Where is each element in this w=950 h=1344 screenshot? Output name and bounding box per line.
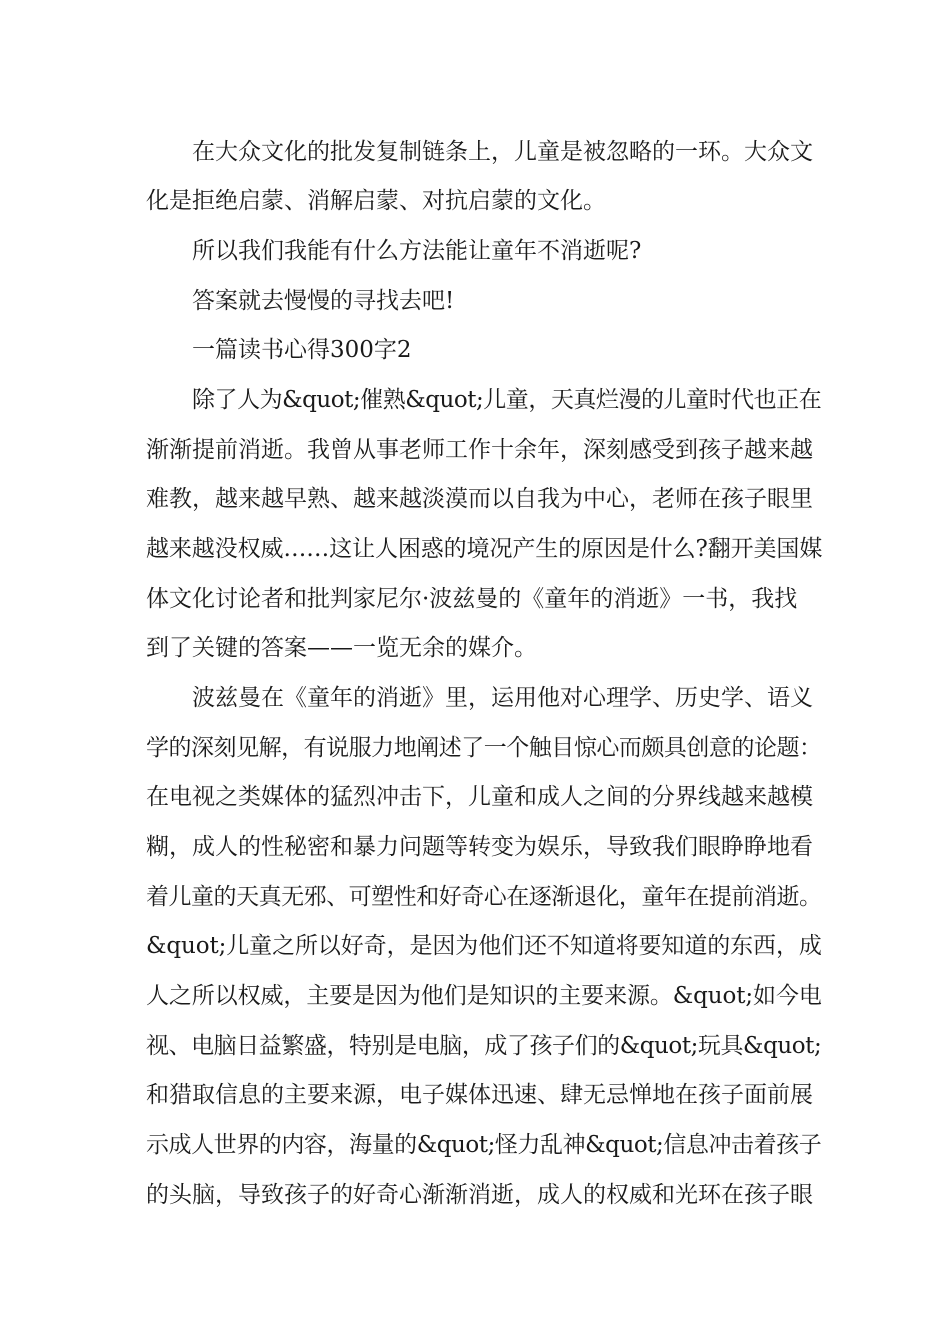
text-line: 的头脑，导致孩子的好奇心渐渐消逝，成人的权威和光环在孩子眼: [146, 1182, 813, 1208]
text-line: 渐渐提前消逝。我曾从事老师工作十余年，深刻感受到孩子越来越: [146, 437, 813, 463]
text-line: 学的深刻见解，有说服力地阐述了一个触目惊心而颇具创意的论题：: [146, 735, 822, 761]
text-line: 所以我们我能有什么方法能让童年不消逝呢?: [192, 238, 642, 264]
text-line: 化是拒绝启蒙、消解启蒙、对抗启蒙的文化。: [146, 188, 606, 214]
text-line: 难教，越来越早熟、越来越淡漠而以自我为中心，老师在孩子眼里: [146, 486, 813, 512]
text-line: 答案就去慢慢的寻找去吧!: [192, 288, 455, 314]
text-line: 糊，成人的性秘密和暴力问题等转变为娱乐，导致我们眼睁睁地看: [146, 834, 813, 860]
text-line: 着儿童的天真无邪、可塑性和好奇心在逐渐退化，童年在提前消逝。: [146, 884, 822, 910]
text-line: 在大众文化的批发复制链条上，儿童是被忽略的一环。大众文: [192, 139, 813, 165]
text-line: 到了关键的答案——一览无余的媒介。: [146, 635, 537, 661]
text-line: 除了人为&quot;催熟&quot;儿童，天真烂漫的儿童时代也正在: [192, 387, 822, 413]
text-line: 示成人世界的内容，海量的&quot;怪力乱神&quot;信息冲击着孩子: [146, 1132, 822, 1158]
text-line: 越来越没权威……这让人困惑的境况产生的原因是什么?翻开美国媒: [146, 536, 823, 562]
section-heading: 一篇读书心得300字2: [192, 337, 412, 363]
text-line: &quot;儿童之所以好奇，是因为他们还不知道将要知道的东西，成: [146, 933, 822, 959]
text-line: 视、电脑日益繁盛，特别是电脑，成了孩子们的&quot;玩具&quot;: [146, 1033, 822, 1059]
text-line: 人之所以权威，主要是因为他们是知识的主要来源。&quot;如今电: [146, 983, 822, 1009]
text-line: 体文化讨论者和批判家尼尔·波兹曼的《童年的消逝》一书，我找: [146, 586, 798, 612]
text-line: 在电视之类媒体的猛烈冲击下，儿童和成人之间的分界线越来越模: [146, 784, 813, 810]
text-line: 和猎取信息的主要来源，电子媒体迅速、肆无忌惮地在孩子面前展: [146, 1082, 813, 1108]
text-line: 波兹曼在《童年的消逝》里，运用他对心理学、历史学、语义: [192, 685, 813, 711]
